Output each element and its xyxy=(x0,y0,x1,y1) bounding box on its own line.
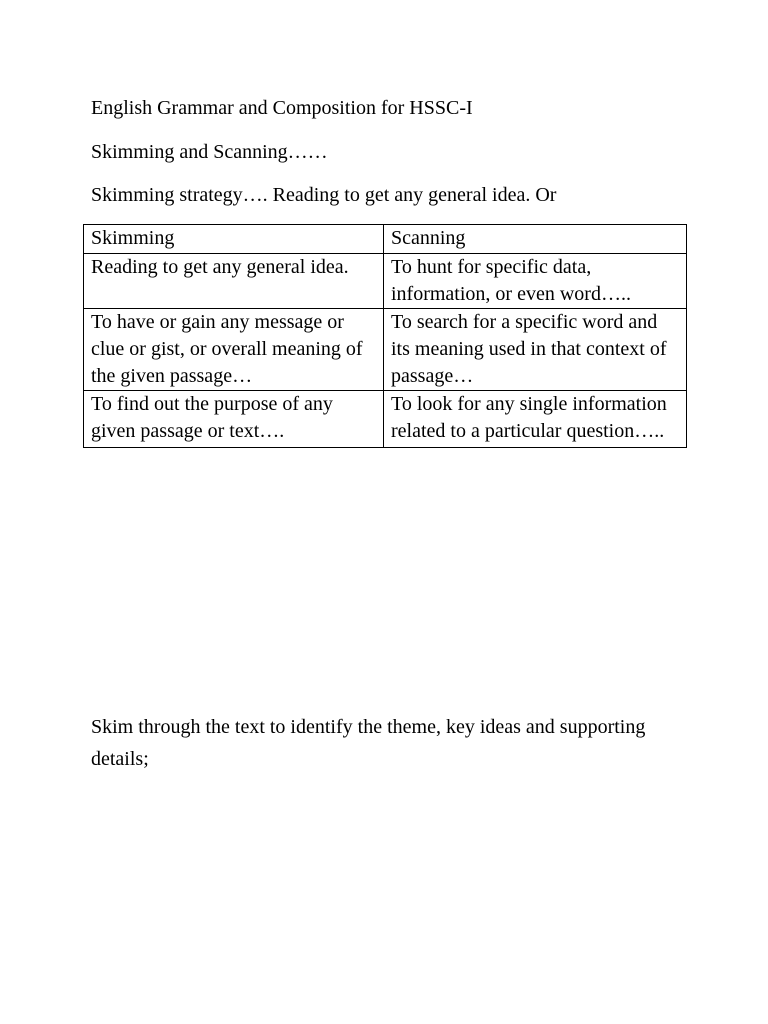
strategy-line: Skimming strategy…. Reading to get any general idea. Or xyxy=(91,184,557,206)
body-paragraph: Skim through the text to identify the theme, key ideas and supporting details; xyxy=(91,716,646,770)
table-cell-skimming: To find out the purpose of any given passage or text…. xyxy=(84,391,384,448)
document-title: English Grammar and Composition for HSSC-I xyxy=(91,97,473,119)
table-cell-scanning: To look for any single information related to a particular question….. xyxy=(384,391,687,448)
skimming-scanning-table xyxy=(83,224,687,448)
section-heading: Skimming and Scanning…… xyxy=(91,141,328,163)
table-cell-scanning: To hunt for specific data, information, or even word….. xyxy=(384,254,687,309)
header-skimming: Skimming xyxy=(84,225,384,254)
table-row xyxy=(84,309,687,391)
table-row xyxy=(84,254,687,309)
table-cell-scanning: To search for a specific word and its meaning used in that context of passage… xyxy=(384,309,687,391)
header-scanning: Scanning xyxy=(384,225,687,254)
table-cell-skimming: To have or gain any message or clue or gist, or overall meaning of the given passage… xyxy=(84,309,384,391)
table-header-row xyxy=(84,225,687,254)
table-row xyxy=(84,391,687,448)
table-cell-skimming: Reading to get any general idea. xyxy=(84,254,384,309)
